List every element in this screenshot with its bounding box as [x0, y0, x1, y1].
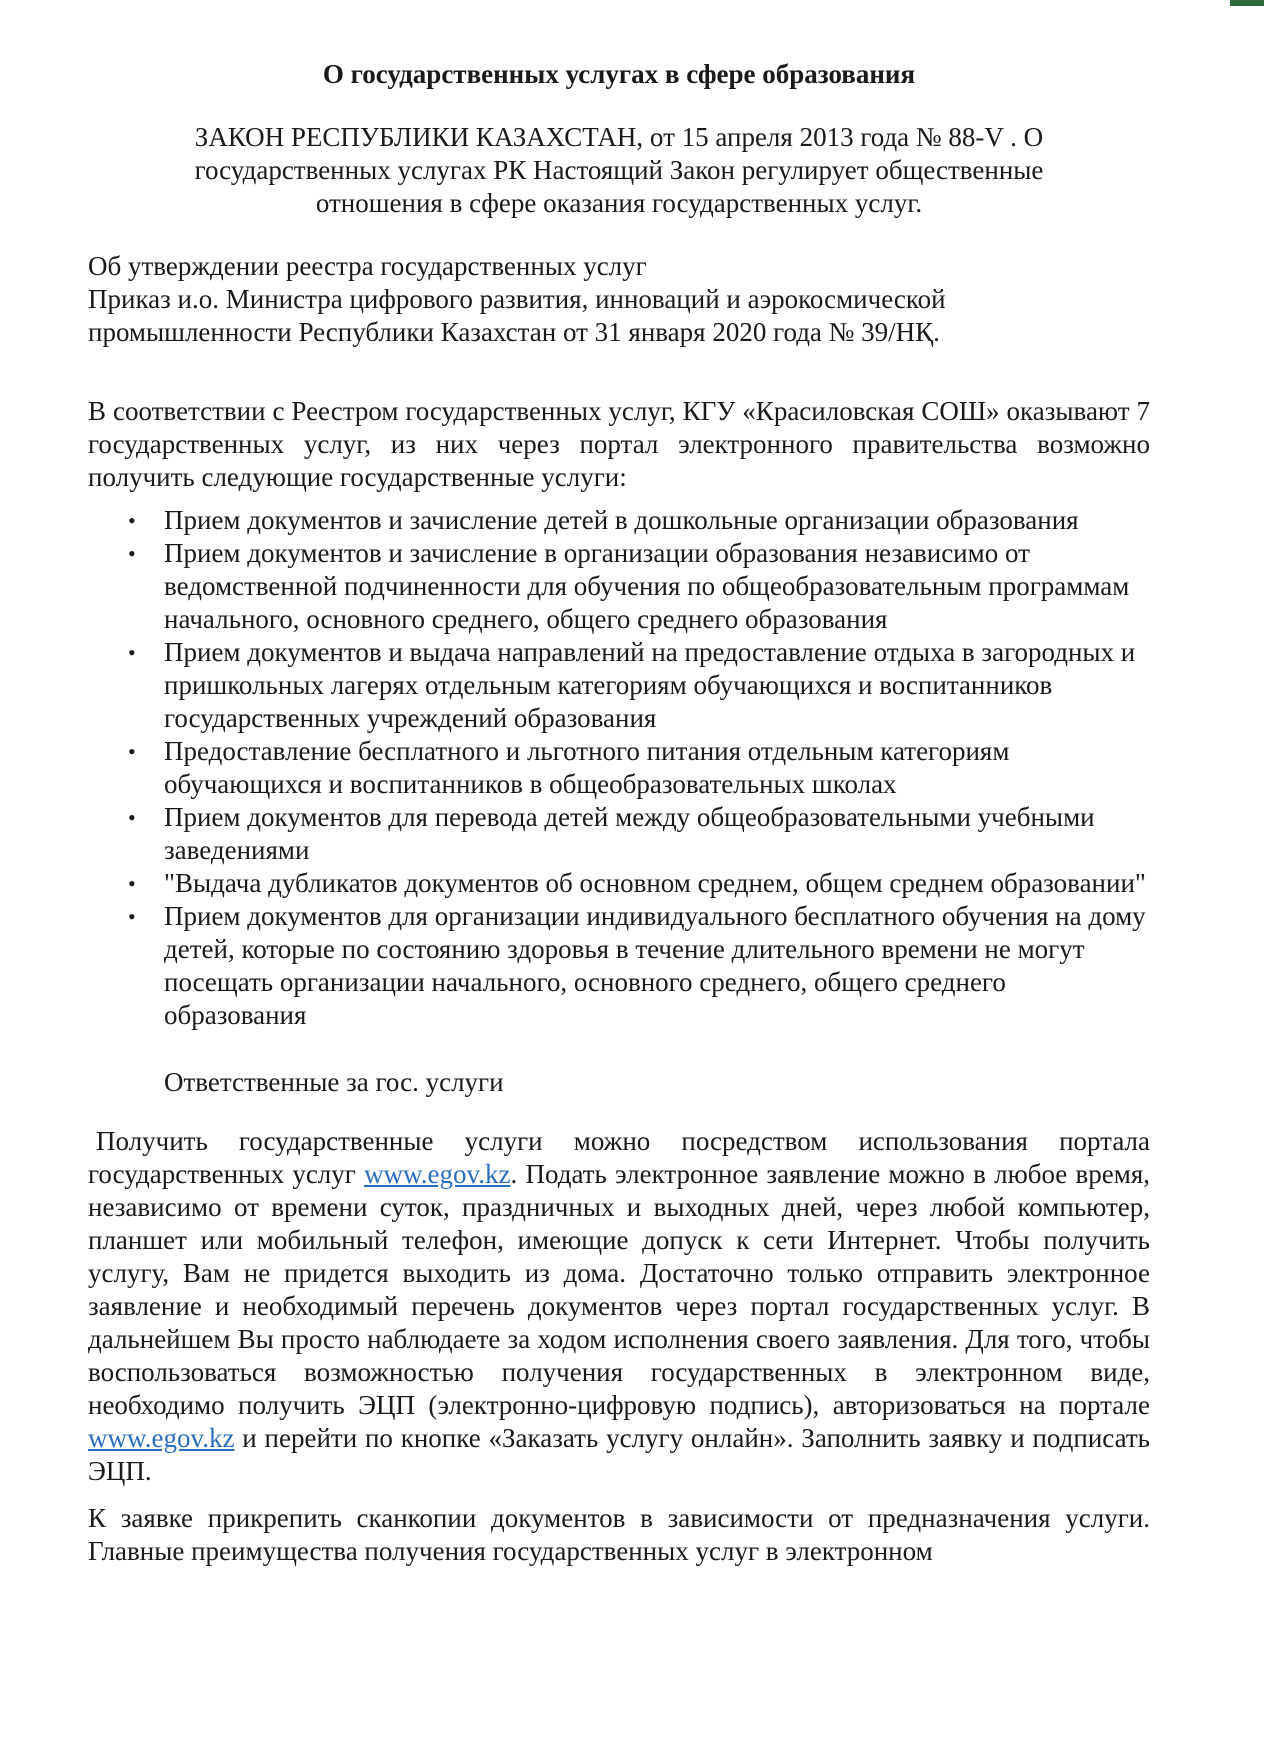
service-item: • Прием документов и выдача направлений на предоставление отдыха в загородных и пришкольных лагерях отдельным категориям обучающихся и воспитанников государственных учреждений образования: [164, 636, 1150, 735]
service-item: • Предоставление бесплатного и льготного питания отдельным категориям обучающихся и воспитанников в общеобразовательных школах: [164, 735, 1150, 801]
services-list: [88, 504, 1150, 1032]
egov-paragraph: [88, 1125, 1150, 1488]
service-item: • "Выдача дубликатов документов об основном среднем, общем среднем образовании": [164, 867, 1150, 900]
egov-text-part: . Подать электронное заявление можно в любое время, независимо от времени суток, праздничных и выходных дней, через любой компьютер, планшет или мобильный телефон, имеющие допуск к сети Интернет. Чтобы получить услугу, Вам не придется выходить из дома. Достаточно только отправить электронное заявление и необходимый перечень документов через портал государственных услуг. В дальнейшем Вы просто наблюдаете за ходом исполнения своего заявления. Для того, чтобы воспользоваться возможностью получения государственных в электронном виде, необходимо получить ЭЦП (электронно-цифровую подпись), авторизоваться на портале: [88, 1159, 1150, 1420]
law-reference: ЗАКОН РЕСПУБЛИКИ КАЗАХСТАН, от 15 апреля 2013 года № 88-V . О государственных услугах РК Настоящий Закон регулирует общественные отношения в сфере оказания государственных услуг.: [194, 122, 1044, 218]
decree-line-3: промышленности Республики Казахстан от 31 января 2020 года № 39/НҚ.: [88, 317, 940, 347]
egov-text-part: и перейти по кнопке «Заказать услугу онлайн». Заполнить заявку и подписать ЭЦП.: [88, 1423, 1150, 1486]
egov-link[interactable]: www.egov.kz: [88, 1423, 235, 1453]
egov-link[interactable]: www.egov.kz: [364, 1159, 511, 1189]
service-item: • Прием документов для перевода детей между общеобразовательными учебными заведениями: [164, 801, 1150, 867]
attachment-paragraph: К заявке прикрепить сканкопии документов в зависимости от предназначения услуги. Главные преимущества получения государственных услуг в электронном: [88, 1503, 1150, 1566]
service-item: • Прием документов для организации индивидуального бесплатного обучения на дому детей, которые по состоянию здоровья в течение длительного времени не могут посещать организации начального, основного среднего, общего среднего образования: [164, 900, 1150, 1032]
service-item: • Прием документов и зачисление детей в дошкольные организации образования: [164, 504, 1150, 537]
decree-reference: [88, 250, 1150, 349]
decree-line-2: Приказ и.о. Министра цифрового развития, инноваций и аэрокосмической: [88, 284, 946, 314]
scan-edge-mark: [1230, 0, 1264, 6]
decree-line-1: Об утверждении реестра государственных услуг: [88, 251, 647, 281]
document-page: [88, 48, 1150, 1582]
intro-paragraph: В соответствии с Реестром государственных услуг, КГУ «Красиловская СОШ» оказывают 7 государственных услуг, из них через портал электронного правительства возможно получить следующие государственные услуги:: [88, 396, 1150, 492]
document-title: О государственных услугах в сфере образования: [322, 59, 916, 89]
egov-text-part: Получить государственные услуги можно посредством использования портала государственных услуг: [88, 1126, 1150, 1189]
service-item: • Прием документов и зачисление в организации образования независимо от ведомственной подчиненности для обучения по общеобразовательным программам начального, основного среднего, общего среднего образования: [164, 537, 1150, 636]
responsible-heading: Ответственные за гос. услуги: [164, 1067, 504, 1097]
